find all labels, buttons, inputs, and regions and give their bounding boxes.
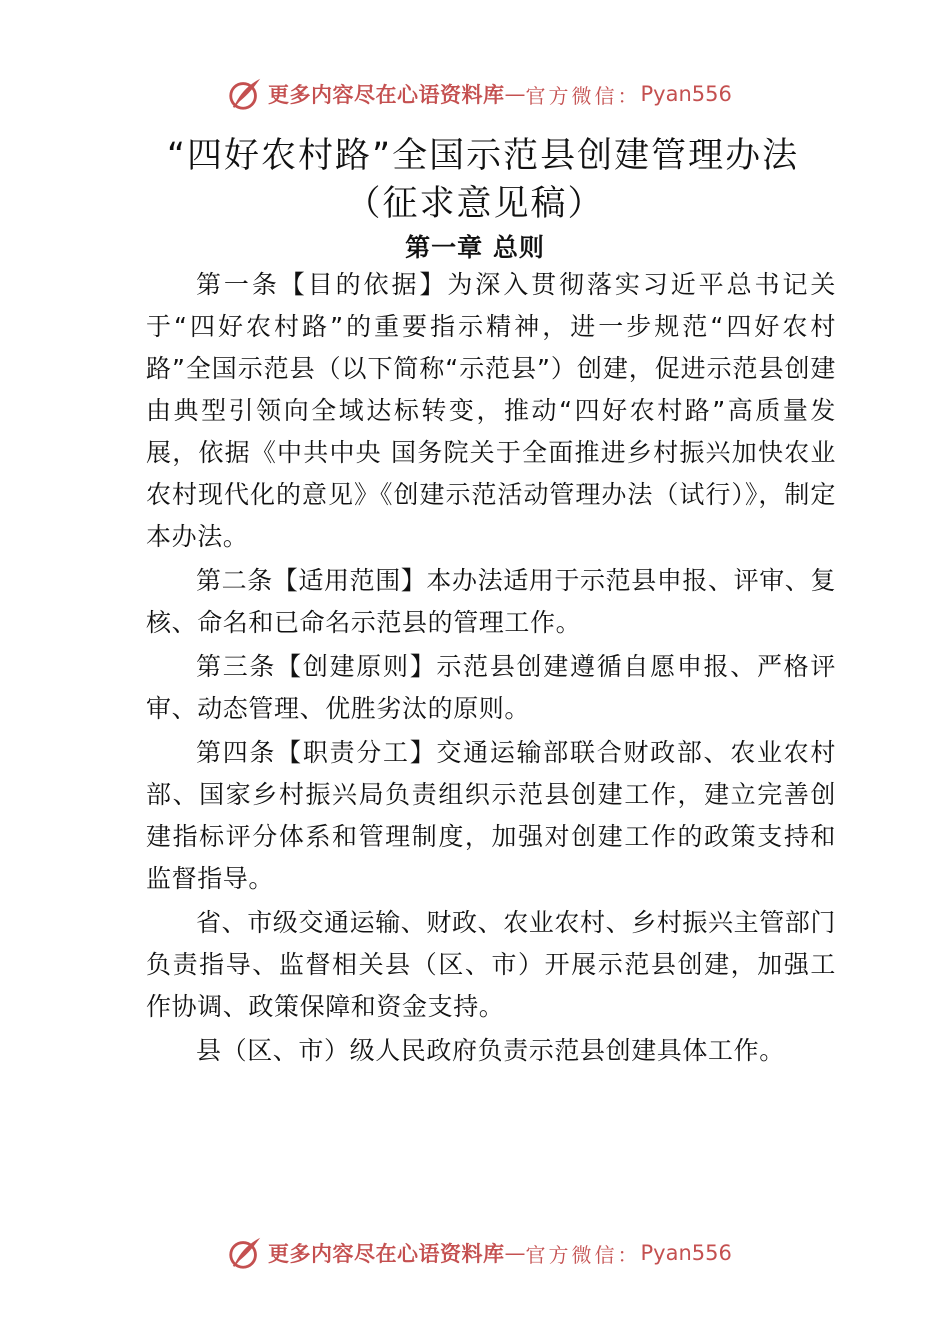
banner-contact-label: 官方微信： bbox=[525, 1242, 641, 1267]
watermark-banner-top bbox=[226, 74, 732, 114]
paragraph-article-4-county: 县（区、市）级人民政府负责示范县创建具体工作。 bbox=[196, 1036, 785, 1065]
paragraph-article-2: 第二条【适用范围】本办法适用于示范县申报、评审、复核、命名和已命名示范县的管理工作。 bbox=[146, 566, 837, 637]
body-text bbox=[146, 264, 836, 1074]
chapter-heading: 第一章 总则 bbox=[405, 233, 545, 262]
paragraph-article-3: 第三条【创建原则】示范县创建遵循自愿申报、严格评审、动态管理、优胜劣汰的原则。 bbox=[146, 652, 836, 723]
banner-contact-label: 官方微信： bbox=[525, 83, 641, 108]
banner-contact-value: Pyan556 bbox=[640, 82, 732, 106]
paragraph-article-4: 第四条【职责分工】交通运输部联合财政部、农业农村部、国家乡村振兴局负责组织示范县创建工作，建立完善创建指标评分体系和管理制度，加强对创建工作的政策支持和监督指导。 bbox=[146, 738, 836, 893]
paragraph-article-4-provincial: 省、市级交通运输、财政、农业农村、乡村振兴主管部门负责指导、监督相关县（区、市）开展示范县创建，加强工作协调、政策保障和资金支持。 bbox=[146, 908, 837, 1021]
banner-contact-value: Pyan556 bbox=[640, 1241, 732, 1265]
paragraph-article-1: 第一条【目的依据】为深入贯彻落实习近平总书记关于“四好农村路”的重要指示精神，进一步规范“四好农村路”全国示范县（以下简称“示范县”）创建，促进示范县创建由典型引领向全域达标转变，推动“四好农村路”高质量发展，依据《中共中央 国务院关于全面推进乡村振兴加快农业农村现代化的意见》《创建示范活动管理办法（试行）》，制定本办法。 bbox=[146, 270, 836, 551]
banner-dash: — bbox=[504, 82, 526, 106]
feather-logo-icon bbox=[226, 75, 264, 113]
document-subtitle: （征求意见稿） bbox=[345, 184, 605, 224]
banner-dash: — bbox=[504, 1241, 526, 1265]
banner-lead-text: 更多内容尽在心语资料库 bbox=[268, 82, 505, 107]
banner-lead-text: 更多内容尽在心语资料库 bbox=[268, 1241, 505, 1266]
feather-logo-icon bbox=[226, 1234, 264, 1272]
document-title: “四好农村路”全国示范县创建管理办法 bbox=[166, 136, 800, 176]
watermark-banner-bottom bbox=[226, 1233, 732, 1273]
